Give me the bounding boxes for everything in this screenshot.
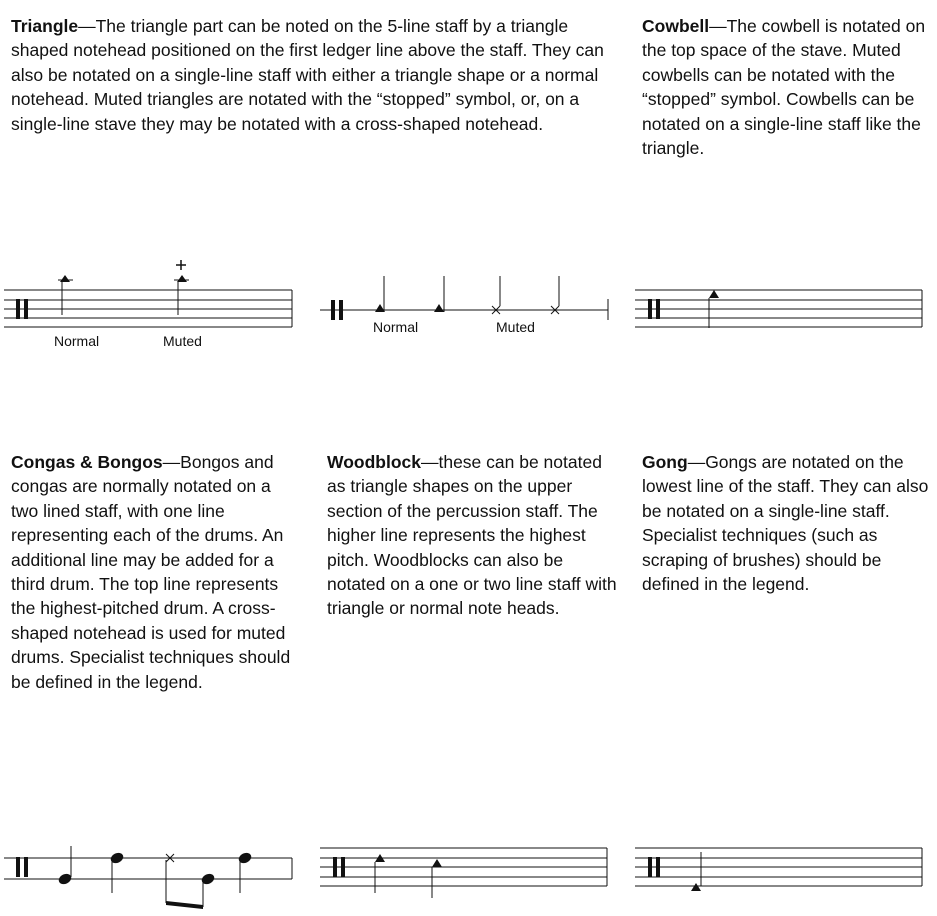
woodblock-low-note: [432, 859, 442, 898]
single-line-cross-note: [551, 276, 559, 314]
single-line-cross-note: [492, 276, 500, 314]
cowbell-heading: Cowbell: [642, 16, 710, 36]
woodblock-body: —these can be notated as triangle shapes on the upper section of the percussion staff. The higher line represents the highest pitch. Woodblocks can also be notated on a one or two line staff with triangle or normal note heads.: [327, 452, 617, 619]
congas-heading: Congas & Bongos: [11, 452, 163, 472]
cowbell-staff: [635, 290, 922, 327]
conga-note: [200, 872, 216, 907]
bongo-note: [109, 851, 125, 893]
triangle-five-line-staff: [4, 290, 292, 327]
beam: [166, 901, 203, 909]
gong-staff: [635, 848, 922, 886]
triangle-heading: Triangle: [11, 16, 79, 36]
percussion-clef: [16, 857, 28, 877]
woodblock-heading: Woodblock: [327, 452, 421, 472]
conga-note: [57, 846, 73, 886]
label-normal: Normal: [373, 319, 419, 335]
single-line-triangle-note: [434, 276, 444, 312]
woodblock-high-note: [375, 854, 385, 893]
triangle-single-line-staff: [320, 299, 608, 320]
triangle-body: —The triangle part can be noted on the 5-line staff by a triangle shaped notehead positioned on the first ledger line above the staff. They can also be notated on a single-line staff with either a triangle shape or a normal notehead. Muted triangles are notated with the “stopped” symbol, or, on a single-line stave they may be notated with a cross-shaped notehead.: [11, 16, 604, 134]
label-muted: Muted: [496, 319, 535, 335]
label-muted: Muted: [163, 333, 202, 349]
gong-heading: Gong: [642, 452, 688, 472]
congas-body: —Bongos and congas are normally notated on a two lined staff, with one line representing each of the drums. An additional line may be added for a third drum. The top line represents the highest-pitched drum. A cross-shaped notehead is used for muted drums. Specialist techniques should be defined in the legend.: [11, 452, 291, 692]
triangle-note-muted: [174, 260, 189, 315]
gong-body: —Gongs are notated on the lowest line of the staff. They can also be notated on a single-line staff. Specialist techniques (such as scraping of brushes) should be defined in the legend.: [642, 452, 929, 595]
bongo-note: [237, 851, 253, 893]
single-line-triangle-note: [375, 276, 385, 312]
woodblock-staff: [320, 848, 607, 886]
cowbell-body: —The cowbell is notated on the top space of the stave. Muted cowbells can be notated with the “stopped” symbol. Cowbells can be notated on a single-line staff like the triangle.: [642, 16, 926, 159]
label-normal: Normal: [54, 333, 100, 349]
